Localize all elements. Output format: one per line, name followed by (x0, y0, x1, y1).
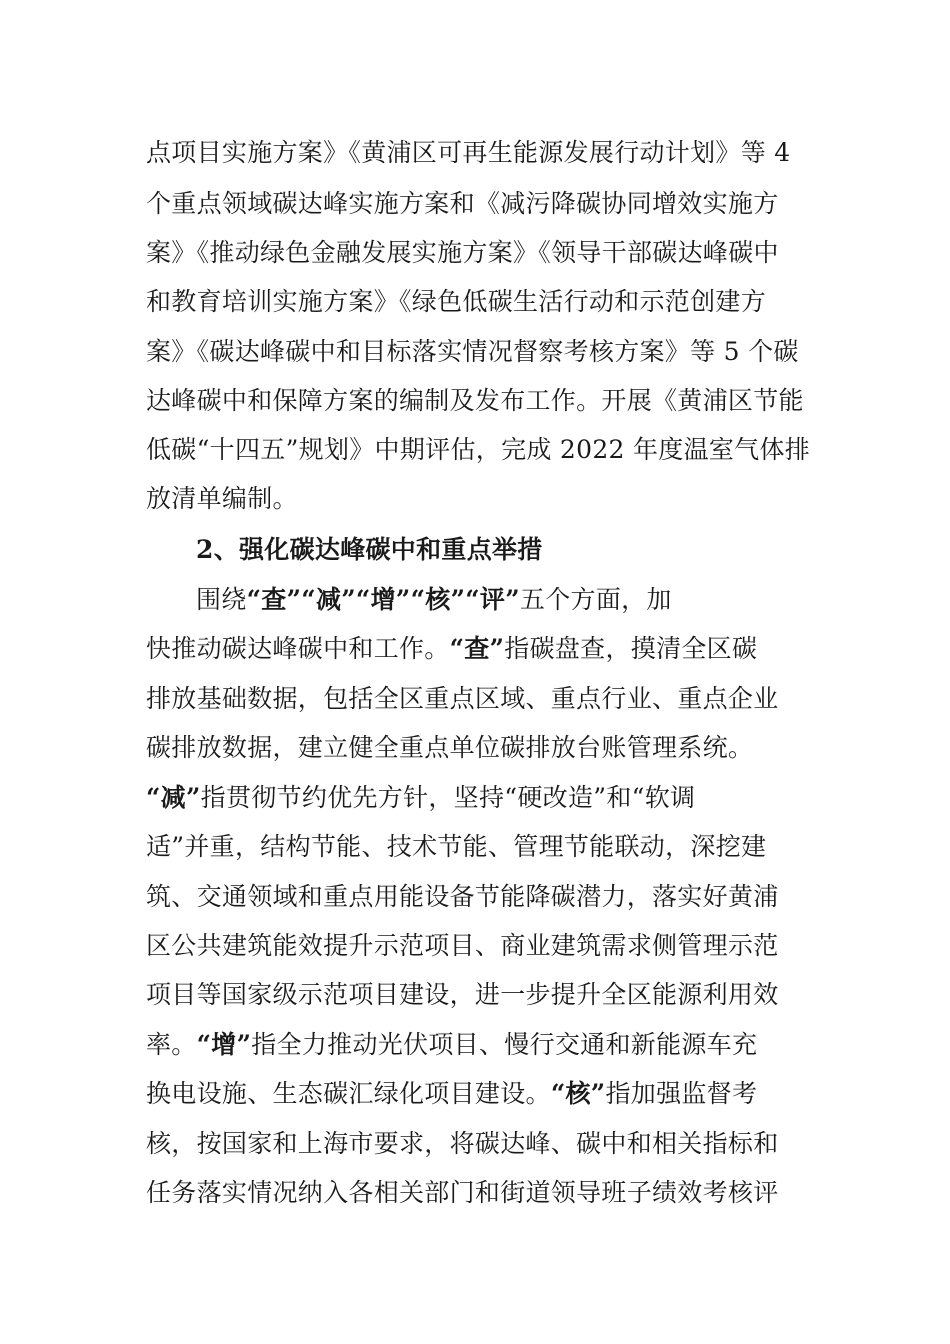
section-heading: 2、强化碳达峰碳中和重点举措 (196, 535, 543, 564)
paragraph1-line-7: 低碳“十四五”规划》中期评估，完成 2022 年度温室气体排 (146, 435, 811, 464)
line-text: 指碳盘查，摸清全区碳 (504, 634, 758, 663)
paragraph1-line-3: 案》《推动绿色金融发展实施方案》《领导干部碳达峰碳中 (146, 238, 779, 267)
keyword-cha: “查” (449, 634, 505, 663)
keyword-jian: “减” (146, 783, 201, 812)
paragraph1-line-8: 放清单编制。 (146, 484, 298, 513)
paragraph2-line-9: 项目等国家级示范项目建设，进一步提升全区能源利用效 (146, 980, 779, 1009)
paragraph2-line-4: 碳排放数据，建立健全重点单位碳排放台账管理系统。 (146, 733, 754, 762)
line-text: 率。 (146, 1030, 197, 1059)
line-text: 指加强监督考 (605, 1079, 758, 1108)
paragraph1-line-6: 达峰碳中和保障方案的编制及发布工作。开展《黄浦区节能 (146, 386, 804, 415)
keyword-he: “核” (550, 1079, 606, 1108)
line-text: 换电设施、生态碳汇绿化项目建设。 (146, 1079, 551, 1108)
paragraph2-line-7: 筑、交通领域和重点用能设备节能降碳潜力，落实好黄浦 (146, 882, 779, 911)
keyword-highlight: “查”“减”“增”“核”“评” (246, 585, 520, 614)
paragraph2-line-8: 区公共建筑能效提升示范项目、商业建筑需求侧管理示范 (146, 931, 779, 960)
line-text: 快推动碳达峰碳中和工作。 (146, 634, 450, 663)
paragraph2-line-1 (196, 585, 672, 615)
paragraph2-line-3: 排放基础数据，包括全区重点区域、重点行业、重点企业 (146, 684, 779, 713)
paragraph1-line-1: 点项目实施方案》《黄浦区可再生能源发展行动计划》等 4 (146, 138, 791, 167)
paragraph1-line-4: 和教育培训实施方案》《绿色低碳生活行动和示范创建方 (146, 287, 767, 316)
line-text: 指贯彻节约优先方针，坚持“硬改造”和“软调 (200, 783, 696, 812)
line-text: 五个方面，加 (519, 585, 672, 614)
paragraph2-line-6: 适”并重，结构节能、技术节能、管理节能联动，深挖建 (146, 832, 767, 861)
paragraph2-line-12: 核，按国家和上海市要求，将碳达峰、碳中和相关指标和 (146, 1129, 779, 1158)
keyword-zeng: “增” (196, 1030, 252, 1059)
paragraph2-line-10 (146, 1030, 757, 1060)
paragraph2-line-5 (146, 783, 695, 813)
paragraph1-line-5: 案》《碳达峰碳中和目标落实情况督察考核方案》等 5 个碳 (146, 337, 799, 366)
paragraph2-line-11 (146, 1079, 757, 1109)
paragraph1-line-2: 个重点领域碳达峰实施方案和《减污降碳协同增效实施方 (146, 189, 779, 218)
paragraph2-line-13: 任务落实情况纳入各相关部门和街道领导班子绩效考核评 (146, 1178, 779, 1207)
paragraph2-line-2 (146, 634, 757, 664)
line-text: 围绕 (196, 585, 247, 614)
line-text: 指全力推动光伏项目、慢行交通和新能源车充 (251, 1030, 758, 1059)
